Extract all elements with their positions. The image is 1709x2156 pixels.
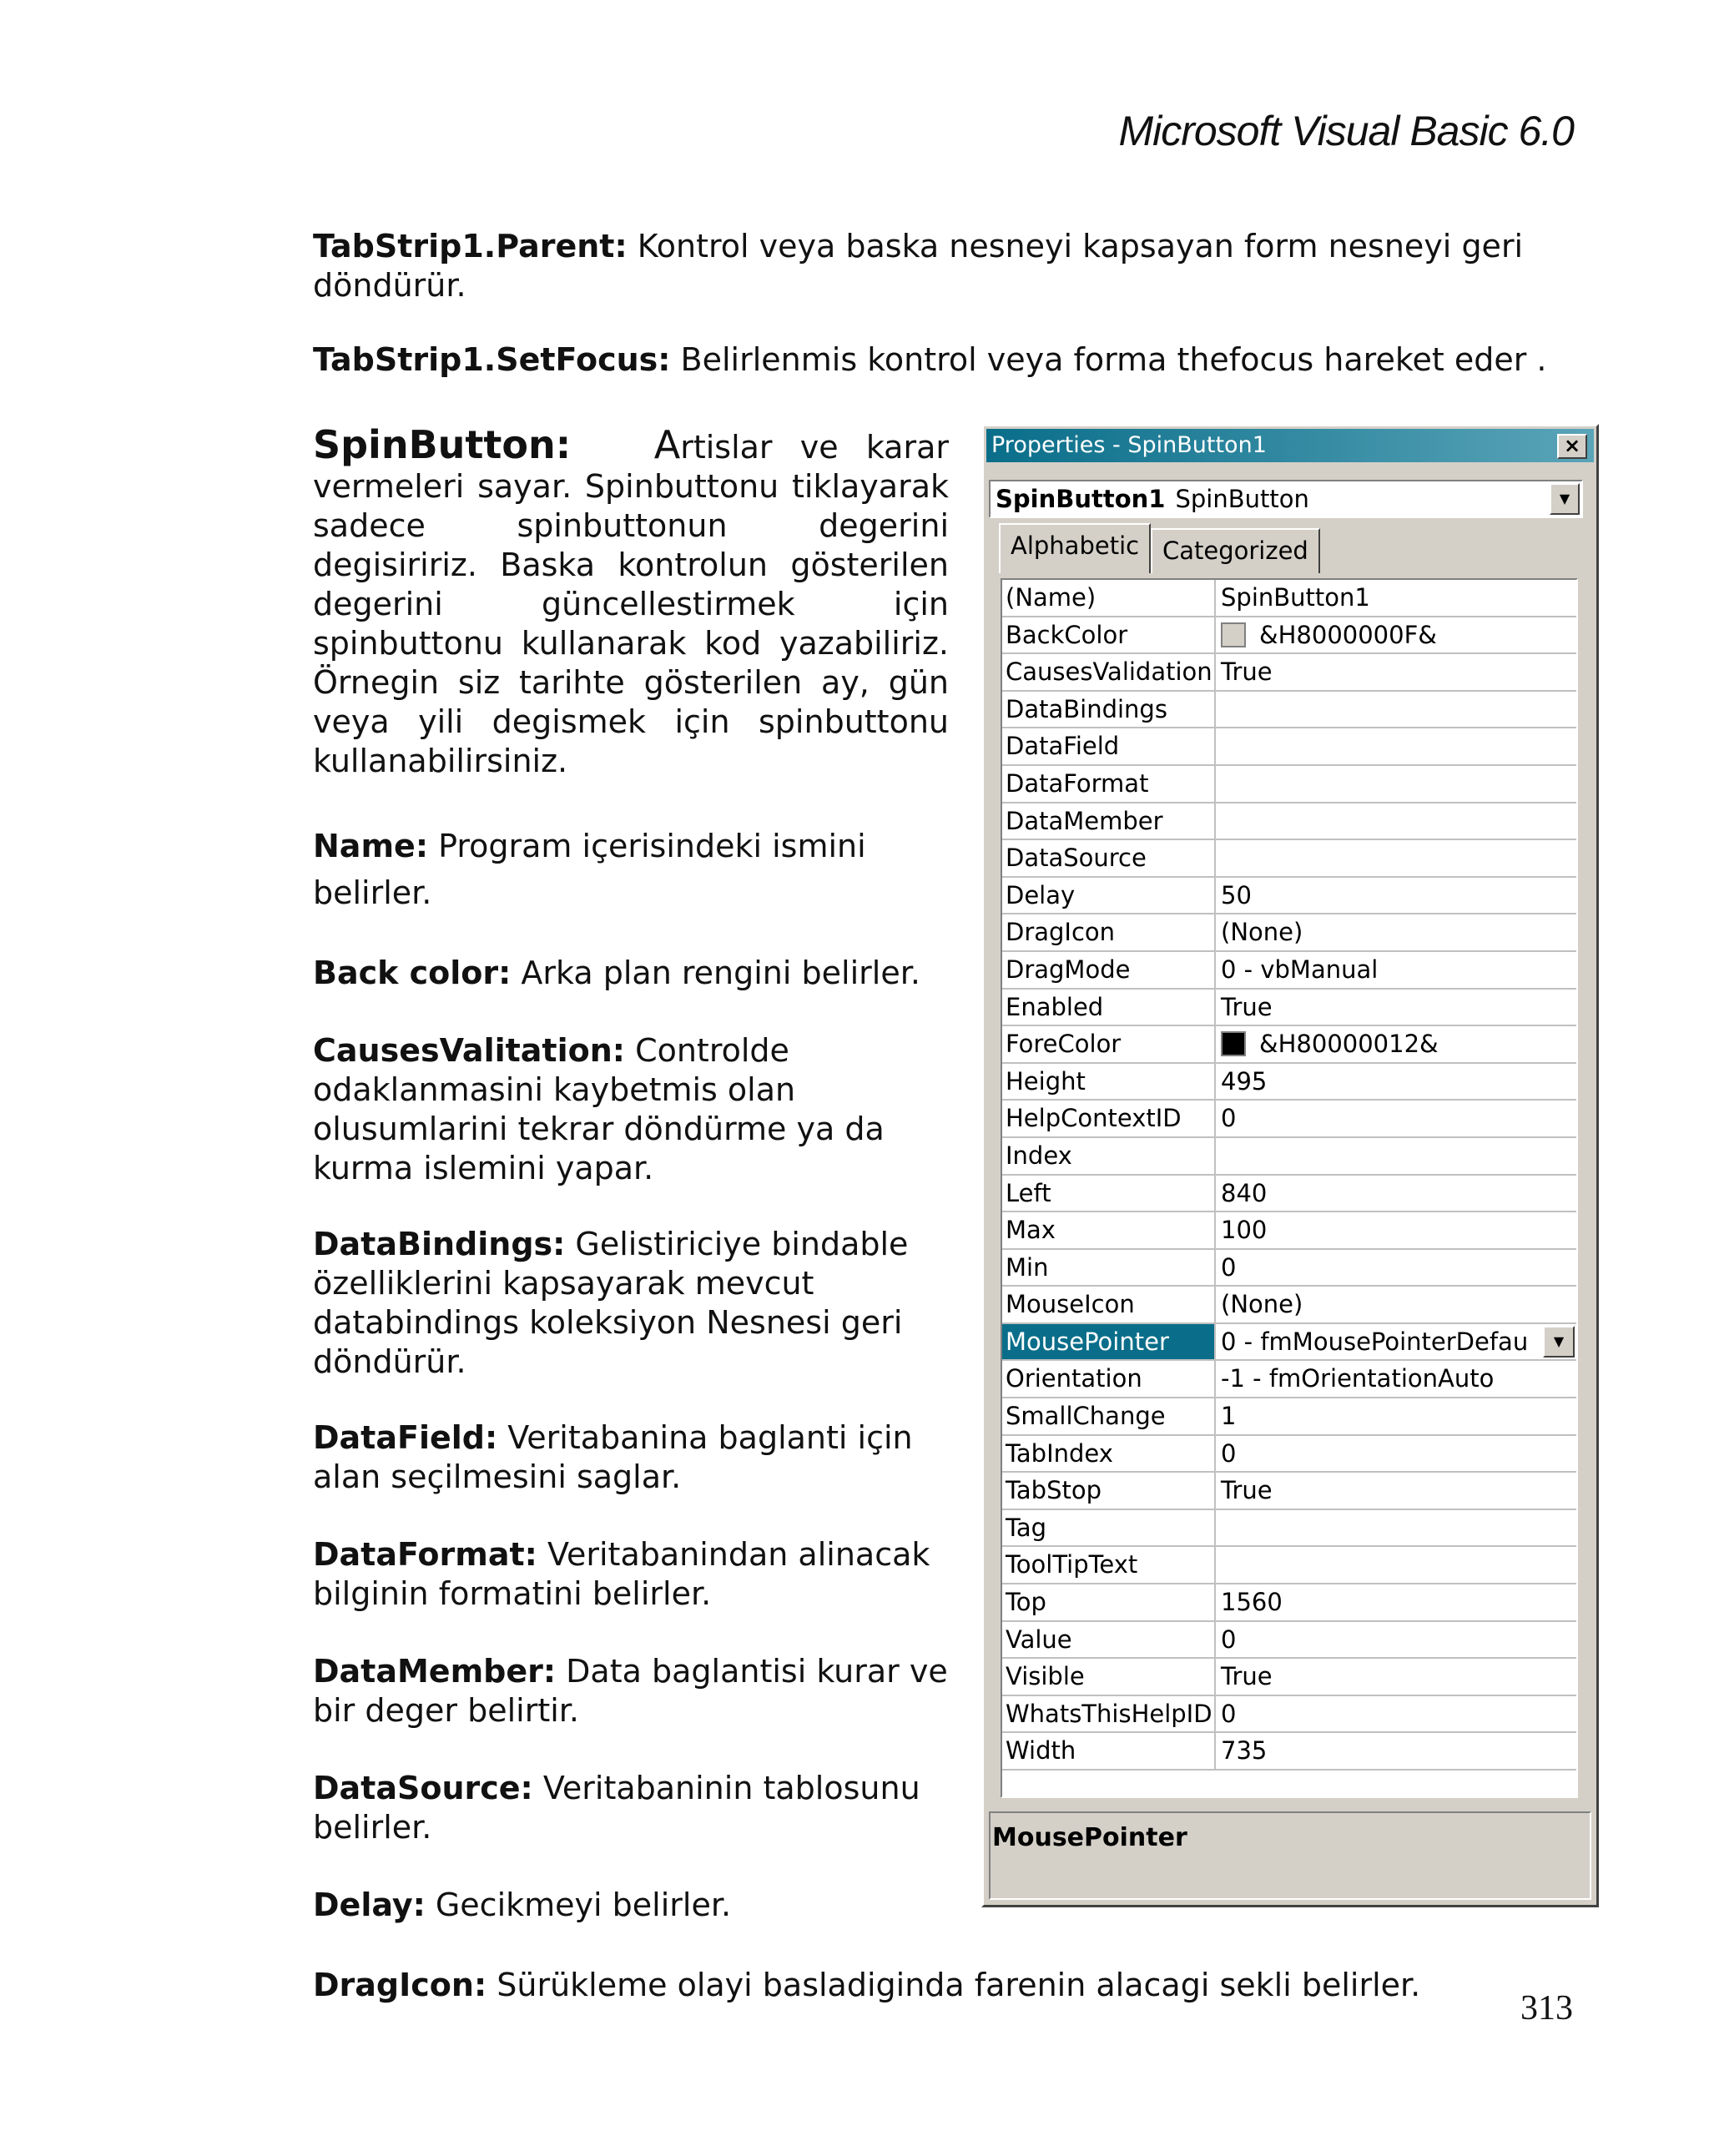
property-value-text: 1560 — [1221, 1588, 1283, 1617]
property-row[interactable] — [1002, 1287, 1576, 1324]
property-value-text: &H80000012& — [1259, 1030, 1439, 1059]
paragraph-datasource — [313, 1769, 922, 1847]
text-datasource: Veritabaninin tablosunu belirler. — [313, 1770, 920, 1846]
property-row[interactable] — [1002, 1398, 1576, 1436]
property-row[interactable] — [1002, 1547, 1576, 1584]
property-value[interactable] — [1217, 1659, 1576, 1695]
text-causes: Controlde odaklanmasini kaybetmis olan olusumlarini tekrar döndürme ya da kurma islemini yapar. — [313, 1032, 885, 1186]
property-name: DragMode — [1002, 952, 1216, 988]
property-value[interactable] — [1217, 766, 1576, 802]
property-row[interactable] — [1002, 1324, 1576, 1362]
paragraph-setfocus — [313, 340, 1565, 380]
property-row[interactable] — [1002, 1176, 1576, 1213]
text-datafield: Veritabanina baglanti için alan seçilmesini saglar. — [313, 1419, 913, 1495]
property-row[interactable] — [1002, 1733, 1576, 1771]
property-name: Delay — [1002, 878, 1216, 914]
property-row[interactable] — [1002, 1659, 1576, 1696]
property-name: BackColor — [1002, 617, 1216, 653]
object-selector[interactable] — [989, 480, 1583, 518]
property-name: HelpContextID — [1002, 1101, 1216, 1136]
property-name: Height — [1002, 1064, 1216, 1100]
term-datasource: DataSource: — [313, 1770, 533, 1806]
property-name: DataSource — [1002, 840, 1216, 876]
object-name: SpinButton1 — [996, 485, 1166, 513]
description-panel: MousePointer — [989, 1811, 1591, 1900]
properties-title: Properties - SpinButton1 — [991, 432, 1267, 458]
paragraph-spinbutton — [313, 422, 949, 781]
paragraph-name — [313, 823, 949, 916]
property-name: Left — [1002, 1176, 1216, 1211]
property-value[interactable] — [1217, 803, 1576, 839]
property-name: Visible — [1002, 1659, 1216, 1695]
property-grid — [1001, 578, 1578, 1798]
text-parent: Kontrol veya baska nesneyi kapsayan form nesneyi geri döndürür. — [313, 228, 1524, 304]
property-name: Value — [1002, 1622, 1216, 1658]
property-name: Width — [1002, 1733, 1216, 1769]
property-name: DataField — [1002, 728, 1216, 764]
property-value[interactable] — [1217, 1473, 1576, 1509]
property-value-text: (None) — [1221, 1290, 1303, 1319]
paragraph-backcolor — [313, 954, 949, 993]
property-name: Orientation — [1002, 1361, 1216, 1397]
color-swatch-icon — [1221, 1031, 1246, 1056]
term-delay: Delay: — [313, 1886, 426, 1923]
property-value[interactable] — [1217, 1324, 1576, 1360]
property-row[interactable] — [1002, 1026, 1576, 1064]
text-name: Program içerisindeki ismini belirler. — [313, 828, 866, 911]
term-setfocus: TabStrip1.SetFocus: — [313, 341, 671, 378]
property-value[interactable] — [1217, 1064, 1576, 1100]
property-value[interactable] — [1217, 1250, 1576, 1286]
text-datamember: Data baglantisi kurar ve bir deger belirtir. — [313, 1653, 948, 1729]
property-value-text: True — [1221, 1476, 1273, 1505]
property-value[interactable] — [1217, 952, 1576, 988]
property-row[interactable] — [1002, 990, 1576, 1027]
property-value-text: 495 — [1221, 1066, 1268, 1096]
property-value-text: 735 — [1221, 1736, 1268, 1766]
color-swatch-icon — [1221, 622, 1246, 647]
property-name: WhatsThisHelpID — [1002, 1696, 1216, 1732]
term-parent: TabStrip1.Parent: — [313, 228, 628, 264]
property-value[interactable] — [1217, 840, 1576, 876]
term-dragicon: DragIcon: — [313, 1967, 487, 2003]
property-name: (Name) — [1002, 580, 1216, 616]
property-name: MousePointer — [1002, 1324, 1216, 1360]
property-value[interactable] — [1217, 728, 1576, 764]
property-value-text: 0 — [1221, 1699, 1237, 1728]
tab-categorized[interactable]: Categorized — [1151, 528, 1320, 573]
property-value[interactable] — [1217, 580, 1576, 616]
text-databindings: Gelistiriciye bindable özelliklerini kapsayarak mevcut databindings koleksiyon Nesnesi geri döndürür. — [313, 1226, 909, 1380]
property-row[interactable] — [1002, 1622, 1576, 1660]
property-row[interactable] — [1002, 1436, 1576, 1473]
tab-alphabetic[interactable]: Alphabetic — [999, 523, 1151, 573]
term-dataformat: DataFormat: — [313, 1536, 537, 1573]
property-row[interactable] — [1002, 914, 1576, 952]
text-dataformat: Veritabanindan alinacak bilginin formatini belirler. — [313, 1536, 930, 1612]
property-row[interactable] — [1002, 1138, 1576, 1176]
property-name: TabStop — [1002, 1473, 1216, 1509]
property-row[interactable] — [1002, 1510, 1576, 1548]
property-value[interactable] — [1217, 1026, 1576, 1062]
property-row[interactable] — [1002, 1101, 1576, 1138]
property-value-text: True — [1221, 657, 1273, 687]
property-value[interactable] — [1217, 1398, 1576, 1434]
property-row[interactable] — [1002, 1361, 1576, 1398]
paragraph-datamember — [313, 1652, 964, 1730]
property-row[interactable] — [1002, 580, 1576, 617]
property-row[interactable] — [1002, 1696, 1576, 1734]
property-name: Top — [1002, 1584, 1216, 1620]
property-value-text: 0 - fmMousePointerDefau — [1221, 1327, 1529, 1356]
property-row[interactable] — [1002, 728, 1576, 766]
lead-letter: A — [653, 422, 681, 467]
property-name: ToolTipText — [1002, 1547, 1216, 1583]
property-name: Tag — [1002, 1510, 1216, 1546]
property-value[interactable] — [1217, 654, 1576, 690]
property-name: CausesValidation — [1002, 654, 1216, 690]
property-row[interactable] — [1002, 654, 1576, 692]
property-row[interactable] — [1002, 1250, 1576, 1287]
property-value[interactable] — [1217, 1584, 1576, 1620]
property-name: Min — [1002, 1250, 1216, 1286]
property-name: MouseIcon — [1002, 1287, 1216, 1322]
property-value-text: 840 — [1221, 1178, 1268, 1207]
property-row[interactable] — [1002, 878, 1576, 915]
page-number: 313 — [1520, 1989, 1573, 2028]
properties-titlebar — [986, 429, 1594, 462]
property-value-text: 50 — [1221, 880, 1252, 909]
property-value-text: True — [1221, 992, 1273, 1021]
property-value-text: 0 — [1221, 1104, 1237, 1133]
property-name: DataBindings — [1002, 692, 1216, 728]
paragraph-dataformat — [313, 1535, 939, 1614]
property-name: SmallChange — [1002, 1398, 1216, 1434]
property-value-text: -1 - fmOrientationAuto — [1221, 1364, 1495, 1393]
property-row[interactable] — [1002, 766, 1576, 803]
property-value[interactable] — [1217, 1696, 1576, 1732]
property-value-text: SpinButton1 — [1221, 583, 1370, 612]
property-value[interactable] — [1217, 1138, 1576, 1174]
property-row[interactable] — [1002, 1064, 1576, 1101]
property-value[interactable] — [1217, 914, 1576, 950]
property-value[interactable] — [1217, 1361, 1576, 1397]
property-value-text: 1 — [1221, 1402, 1237, 1431]
paragraph-causes — [313, 1031, 922, 1188]
property-row[interactable] — [1002, 952, 1576, 990]
object-type: SpinButton — [1175, 485, 1309, 513]
property-row[interactable] — [1002, 617, 1576, 655]
term-spinbutton: SpinButton: — [313, 422, 572, 467]
text-setfocus: Belirlenmis kontrol veya forma thefocus hareket eder . — [670, 341, 1547, 378]
property-name: ForeColor — [1002, 1026, 1216, 1062]
text-backcolor: Arka plan rengini belirler. — [511, 955, 920, 991]
text-delay: Gecikmeyi belirler. — [425, 1886, 732, 1923]
term-datafield: DataField: — [313, 1419, 498, 1456]
properties-window — [981, 424, 1599, 1907]
property-value[interactable] — [1217, 692, 1576, 728]
close-icon[interactable]: × — [1557, 434, 1587, 459]
property-name: Max — [1002, 1212, 1216, 1248]
property-value-text: 0 — [1221, 1625, 1237, 1654]
chevron-down-icon[interactable]: ▼ — [1543, 1326, 1575, 1358]
paragraph-dragicon — [313, 1966, 1565, 2005]
paragraph-datafield — [313, 1418, 922, 1497]
property-name: Index — [1002, 1138, 1216, 1174]
property-value-text: 0 - vbManual — [1221, 955, 1379, 984]
paragraph-databindings — [313, 1225, 922, 1382]
property-row[interactable] — [1002, 692, 1576, 729]
running-header: Microsoft Visual Basic 6.0 — [1118, 108, 1574, 154]
paragraph-delay — [313, 1886, 949, 1925]
property-name: DataMember — [1002, 803, 1216, 839]
property-value[interactable] — [1217, 1733, 1576, 1769]
property-row[interactable] — [1002, 1212, 1576, 1250]
property-value[interactable] — [1217, 1436, 1576, 1472]
term-causes: CausesValitation: — [313, 1032, 625, 1069]
property-value[interactable] — [1217, 1287, 1576, 1322]
property-row[interactable] — [1002, 1584, 1576, 1622]
property-name: DataFormat — [1002, 766, 1216, 802]
term-name: Name: — [313, 828, 429, 864]
property-value[interactable] — [1217, 1101, 1576, 1136]
property-value-text: 0 — [1221, 1252, 1237, 1282]
text-dragicon: Sürükleme olayi basladiginda farenin alacagi sekli belirler. — [486, 1967, 1421, 2003]
term-databindings: DataBindings: — [313, 1226, 566, 1262]
property-value[interactable] — [1217, 1510, 1576, 1546]
property-value-text: True — [1221, 1662, 1273, 1691]
property-value[interactable] — [1217, 878, 1576, 914]
property-name: Enabled — [1002, 990, 1216, 1025]
property-value[interactable] — [1217, 1212, 1576, 1248]
property-value-text: (None) — [1221, 918, 1303, 947]
property-value[interactable] — [1217, 1176, 1576, 1211]
property-value[interactable] — [1217, 990, 1576, 1025]
property-row[interactable] — [1002, 803, 1576, 841]
property-row[interactable] — [1002, 1473, 1576, 1510]
term-backcolor: Back color: — [313, 955, 512, 991]
property-name: TabIndex — [1002, 1436, 1216, 1472]
property-name: DragIcon — [1002, 914, 1216, 950]
property-value[interactable] — [1217, 1547, 1576, 1583]
term-datamember: DataMember: — [313, 1653, 557, 1690]
property-value-text: 100 — [1221, 1216, 1268, 1245]
property-value[interactable] — [1217, 617, 1576, 653]
property-value-text: 0 — [1221, 1438, 1237, 1468]
property-value-text: &H8000000F& — [1259, 620, 1437, 649]
chevron-down-icon[interactable]: ▼ — [1550, 483, 1580, 515]
text-spinbutton: rtislar ve karar vermeleri sayar. Spinbuttonu tiklayarak sadece spinbuttonun degerini degisiririz. Baska kontrolun gösterilen degerini güncellestirmek için spinbuttonu kullanarak kod yazabiliriz. Örnegin siz tarihte gösterilen ay, gün veya yili degismek için spinbuttonu kullanabilirsiniz. — [313, 429, 949, 779]
property-value[interactable] — [1217, 1622, 1576, 1658]
paragraph-parent — [313, 227, 1565, 305]
property-row[interactable] — [1002, 840, 1576, 878]
